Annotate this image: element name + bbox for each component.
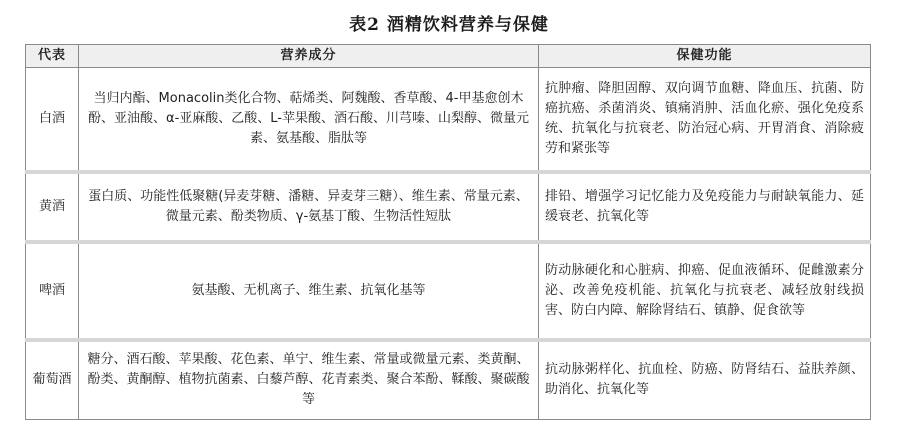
row-nutrition: 糖分、酒石酸、苹果酸、花色素、单宁、维生素、常量或微量元素、类黄酮、酚类、黄酮醇、植物抗菌素、白藜芦醇、花青素类、聚合苯酚、鞣酸、聚碳酸等 — [79, 340, 539, 420]
nutrition-table — [25, 44, 871, 420]
row-type: 白酒 — [26, 68, 79, 172]
table-row — [26, 340, 871, 420]
row-nutrition: 当归内酯、Monacolin类化合物、萜烯类、阿魏酸、香草酸、4-甲基愈创木酚、亚油酸、α-亚麻酸、乙酸、L-苹果酸、酒石酸、川芎嗪、山梨醇、微量元素、氨基酸、脂肽等 — [79, 68, 539, 172]
row-function: 抗肿瘤、降胆固醇、双向调节血糖、降血压、抗菌、防癌抗癌、杀菌消炎、镇痛消肿、活血化瘀、强化免疫系统、抗氧化与抗衰老、防治冠心病、开胃消食、消除疲劳和紧张等 — [539, 68, 871, 172]
table-row — [26, 172, 871, 242]
row-nutrition: 氨基酸、无机离子、维生素、抗氧化基等 — [79, 242, 539, 340]
row-function: 排铅、增强学习记忆能力及免疫能力与耐缺氧能力、延缓衰老、抗氧化等 — [539, 172, 871, 242]
row-nutrition: 蛋白质、功能性低聚糖(异麦芽糖、潘糖、异麦芽三糖）、维生素、常量元素、微量元素、酚类物质、γ-氨基丁酸、生物活性短肽 — [79, 172, 539, 242]
row-type: 黄酒 — [26, 172, 79, 242]
header-function: 保健功能 — [539, 45, 871, 68]
table-row — [26, 242, 871, 340]
header-type: 代表 — [26, 45, 79, 68]
table-header-row — [26, 45, 871, 68]
table-row — [26, 68, 871, 172]
table-title: 表2 酒精饮料营养与保健 — [349, 15, 549, 35]
row-type: 啤酒 — [26, 242, 79, 340]
row-function: 抗动脉粥样化、抗血栓、防癌、防肾结石、益肤养颜、助消化、抗氧化等 — [539, 340, 871, 420]
row-function: 防动脉硬化和心脏病、抑癌、促血液循环、促雌激素分泌、改善免疫机能、抗氧化与抗衰老、减轻放射线损害、防白内障、解除肾结石、镇静、促食欲等 — [539, 242, 871, 340]
header-nutrition: 营养成分 — [79, 45, 539, 68]
row-type: 葡萄酒 — [26, 340, 79, 420]
